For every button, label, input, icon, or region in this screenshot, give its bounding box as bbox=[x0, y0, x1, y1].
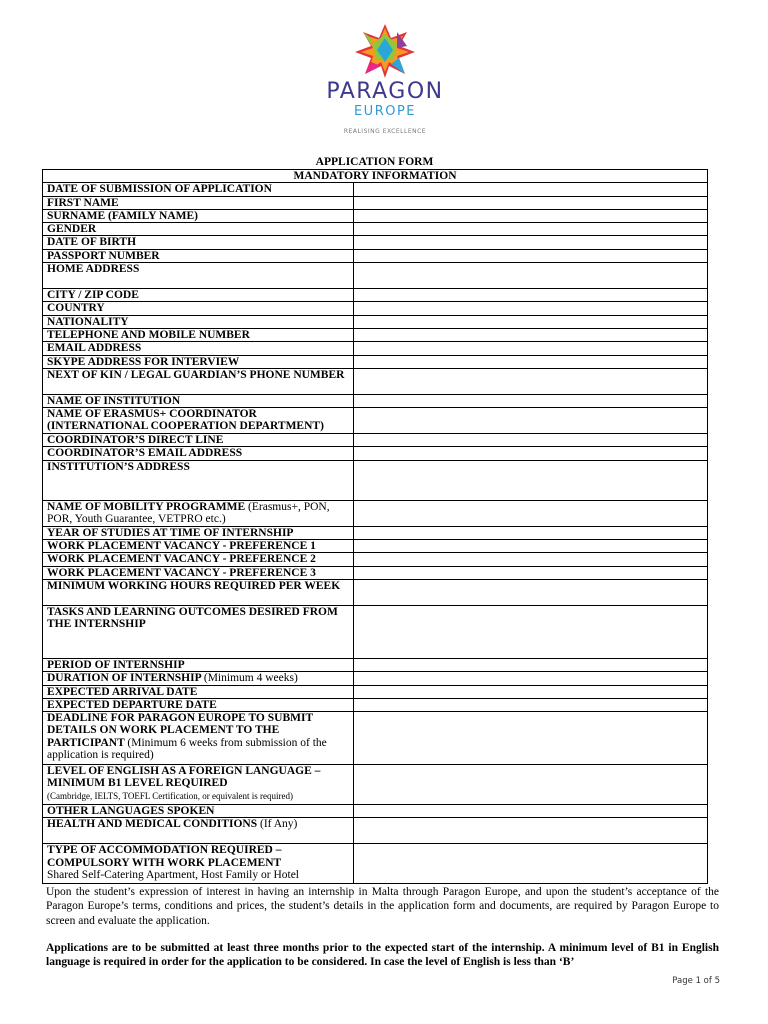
form-row bbox=[43, 658, 708, 671]
section-header: MANDATORY INFORMATION bbox=[43, 170, 708, 183]
form-row bbox=[43, 553, 708, 566]
field-value-input[interactable] bbox=[354, 342, 708, 355]
form-row bbox=[43, 818, 708, 844]
field-label bbox=[43, 553, 354, 566]
field-label bbox=[43, 183, 354, 196]
form-row bbox=[43, 460, 708, 500]
field-label-text: MINIMUM WORKING HOURS REQUIRED PER WEEK bbox=[47, 579, 341, 592]
star-logo-icon bbox=[353, 22, 417, 78]
field-value-input[interactable] bbox=[354, 553, 708, 566]
field-label-text: OTHER LANGUAGES SPOKEN bbox=[47, 805, 215, 818]
form-row bbox=[43, 765, 708, 805]
field-note: Shared Self-Catering Apartment, Host Family or Hotel bbox=[47, 869, 299, 882]
field-label-text: GENDER bbox=[47, 223, 97, 236]
field-value-input[interactable] bbox=[354, 263, 708, 289]
field-label bbox=[43, 605, 354, 658]
field-value-input[interactable] bbox=[354, 236, 708, 249]
field-label-text: SURNAME (FAMILY NAME) bbox=[47, 209, 198, 222]
field-label-text: NAME OF MOBILITY PROGRAMME bbox=[47, 500, 246, 513]
field-value-input[interactable] bbox=[354, 394, 708, 407]
field-label-text: WORK PLACEMENT VACANCY - PREFERENCE 3 bbox=[47, 566, 316, 579]
field-label-text: WORK PLACEMENT VACANCY - PREFERENCE 2 bbox=[47, 553, 316, 566]
field-label bbox=[43, 394, 354, 407]
field-label bbox=[43, 540, 354, 553]
application-form-table bbox=[42, 169, 708, 884]
field-value-input[interactable] bbox=[354, 368, 708, 394]
form-row bbox=[43, 672, 708, 685]
field-label bbox=[43, 844, 354, 884]
field-value-input[interactable] bbox=[354, 209, 708, 222]
field-value-input[interactable] bbox=[354, 315, 708, 328]
field-label-text: COORDINATOR’S DIRECT LINE bbox=[47, 434, 224, 447]
field-label bbox=[43, 566, 354, 579]
field-value-input[interactable] bbox=[354, 249, 708, 262]
field-label bbox=[43, 460, 354, 500]
field-value-input[interactable] bbox=[354, 196, 708, 209]
field-note: (Cambridge, IELTS, TOEFL Certification, or equivalent is required) bbox=[47, 790, 293, 801]
field-label bbox=[43, 447, 354, 460]
field-label bbox=[43, 408, 354, 434]
field-value-input[interactable] bbox=[354, 712, 708, 765]
page-number: Page 1 of 5 bbox=[672, 976, 720, 986]
form-title: APPLICATION FORM bbox=[315, 156, 434, 168]
field-label bbox=[43, 712, 354, 765]
field-label-text: WORK PLACEMENT VACANCY - PREFERENCE 1 bbox=[47, 540, 316, 553]
field-label bbox=[43, 355, 354, 368]
field-value-input[interactable] bbox=[354, 579, 708, 605]
field-label-text: NAME OF ERASMUS+ COORDINATOR (INTERNATIONAL COOPERATION DEPARTMENT) bbox=[47, 408, 324, 433]
field-value-input[interactable] bbox=[354, 672, 708, 685]
form-row bbox=[43, 289, 708, 302]
form-row bbox=[43, 566, 708, 579]
field-label-text: COORDINATOR’S EMAIL ADDRESS bbox=[47, 447, 243, 460]
form-row bbox=[43, 712, 708, 765]
field-label bbox=[43, 302, 354, 315]
field-label-text: NATIONALITY bbox=[47, 315, 129, 328]
field-label bbox=[43, 249, 354, 262]
brand-name: PARAGON bbox=[326, 79, 444, 104]
brand-subname: EUROPE bbox=[353, 104, 417, 119]
field-value-input[interactable] bbox=[354, 302, 708, 315]
field-note: (Minimum 4 weeks) bbox=[203, 672, 298, 685]
form-row bbox=[43, 408, 708, 434]
form-row bbox=[43, 698, 708, 711]
field-label-text: HOME ADDRESS bbox=[47, 263, 140, 276]
field-value-input[interactable] bbox=[354, 447, 708, 460]
field-value-input[interactable] bbox=[354, 223, 708, 236]
field-note: (If Any) bbox=[260, 818, 298, 831]
field-label-text: TELEPHONE AND MOBILE NUMBER bbox=[47, 328, 250, 341]
form-row bbox=[43, 315, 708, 328]
field-value-input[interactable] bbox=[354, 685, 708, 698]
field-value-input[interactable] bbox=[354, 460, 708, 500]
field-label bbox=[43, 500, 354, 526]
field-label bbox=[43, 526, 354, 539]
field-label-text: HEALTH AND MEDICAL CONDITIONS bbox=[47, 818, 258, 831]
field-value-input[interactable] bbox=[354, 566, 708, 579]
field-label-text: CITY / ZIP CODE bbox=[47, 289, 139, 302]
form-row bbox=[43, 368, 708, 394]
form-row bbox=[43, 685, 708, 698]
field-label-text: LEVEL OF ENGLISH AS A FOREIGN LANGUAGE – MINIMUM B1 LEVEL REQUIRED bbox=[47, 765, 321, 790]
field-label bbox=[43, 698, 354, 711]
field-label-text: DATE OF SUBMISSION OF APPLICATION bbox=[47, 183, 272, 196]
field-label-text: TASKS AND LEARNING OUTCOMES DESIRED FROM THE INTERNSHIP bbox=[47, 605, 338, 631]
form-row bbox=[43, 236, 708, 249]
field-label-text: SKYPE ADDRESS FOR INTERVIEW bbox=[47, 355, 240, 368]
field-label bbox=[43, 263, 354, 289]
field-note: (Erasmus+, PON, POR, Youth Guarantee, VETPRO etc.) bbox=[47, 500, 330, 526]
field-value-input[interactable] bbox=[354, 805, 708, 818]
field-label bbox=[43, 342, 354, 355]
form-row bbox=[43, 500, 708, 526]
field-label-text: COUNTRY bbox=[47, 302, 105, 315]
field-label-text: DATE OF BIRTH bbox=[47, 236, 137, 249]
form-row bbox=[43, 263, 708, 289]
field-label bbox=[43, 315, 354, 328]
field-label bbox=[43, 289, 354, 302]
field-label-text: DURATION OF INTERNSHIP bbox=[47, 672, 201, 685]
form-row bbox=[43, 394, 708, 407]
field-value-input[interactable] bbox=[354, 698, 708, 711]
form-row bbox=[43, 249, 708, 262]
form-row bbox=[43, 447, 708, 460]
field-value-input[interactable] bbox=[354, 540, 708, 553]
form-row bbox=[43, 540, 708, 553]
field-label-text: INSTITUTION’S ADDRESS bbox=[47, 460, 190, 473]
field-label-text: TYPE OF ACCOMMODATION REQUIRED – COMPULSORY WITH WORK PLACEMENT bbox=[47, 844, 282, 869]
form-row bbox=[43, 805, 708, 818]
field-value-input[interactable] bbox=[354, 765, 708, 805]
form-row bbox=[43, 605, 708, 658]
field-label bbox=[43, 672, 354, 685]
field-label-text: EXPECTED DEPARTURE DATE bbox=[47, 698, 217, 711]
field-note: (Minimum 6 weeks from submission of the application is required) bbox=[47, 736, 327, 762]
field-label bbox=[43, 209, 354, 222]
form-row bbox=[43, 183, 708, 196]
field-label bbox=[43, 818, 354, 844]
field-label bbox=[43, 685, 354, 698]
field-label-text: PERIOD OF INTERNSHIP bbox=[47, 658, 185, 671]
field-value-input[interactable] bbox=[354, 844, 708, 884]
form-row bbox=[43, 342, 708, 355]
form-row bbox=[43, 328, 708, 341]
field-label bbox=[43, 236, 354, 249]
field-value-input[interactable] bbox=[354, 526, 708, 539]
form-row bbox=[43, 223, 708, 236]
intro-paragraph: Upon the student’s expression of interest in having an internship in Malta through Paragon Europe, and upon the student’s acceptance of the Paragon Europe’s terms, conditions and prices, the student’s details in the application form and documents, are required by Paragon Europe to screen and evaluate the application. bbox=[46, 886, 719, 927]
field-value-input[interactable] bbox=[354, 434, 708, 447]
form-row bbox=[43, 434, 708, 447]
form-row bbox=[43, 209, 708, 222]
field-label bbox=[43, 805, 354, 818]
field-value-input[interactable] bbox=[354, 818, 708, 844]
form-row bbox=[43, 579, 708, 605]
form-row bbox=[43, 355, 708, 368]
field-label bbox=[43, 328, 354, 341]
field-label bbox=[43, 658, 354, 671]
field-label bbox=[43, 223, 354, 236]
requirements-paragraph: Applications are to be submitted at least three months prior to the expected start of the internship. A minimum level of B1 in English language is required in order for the application to be considered. In case the level of English is less than ‘B’ bbox=[46, 942, 719, 969]
field-label-text: NAME OF INSTITUTION bbox=[47, 394, 181, 407]
form-row bbox=[43, 302, 708, 315]
field-value-input[interactable] bbox=[354, 500, 708, 526]
field-label-text: PASSPORT NUMBER bbox=[47, 249, 160, 262]
field-value-input[interactable] bbox=[354, 658, 708, 671]
field-value-input[interactable] bbox=[354, 408, 708, 434]
field-label-text: FIRST NAME bbox=[47, 196, 119, 209]
field-label bbox=[43, 368, 354, 394]
field-label-text: EMAIL ADDRESS bbox=[47, 342, 142, 355]
field-value-input[interactable] bbox=[354, 289, 708, 302]
field-label bbox=[43, 196, 354, 209]
field-value-input[interactable] bbox=[354, 183, 708, 196]
field-value-input[interactable] bbox=[354, 328, 708, 341]
field-label-text: EXPECTED ARRIVAL DATE bbox=[47, 685, 198, 698]
field-label-text: DEADLINE FOR PARAGON EUROPE TO SUBMIT DETAILS ON WORK PLACEMENT TO THE PARTICIPANT bbox=[47, 712, 313, 749]
field-label bbox=[43, 434, 354, 447]
field-label bbox=[43, 765, 354, 805]
field-label-text: YEAR OF STUDIES AT TIME OF INTERNSHIP bbox=[47, 526, 294, 539]
field-value-input[interactable] bbox=[354, 605, 708, 658]
field-label bbox=[43, 579, 354, 605]
form-row bbox=[43, 844, 708, 884]
field-value-input[interactable] bbox=[354, 355, 708, 368]
field-label-text: NEXT OF KIN / LEGAL GUARDIAN’S PHONE NUMBER bbox=[47, 368, 345, 381]
paragon-europe-logo bbox=[310, 22, 460, 150]
form-row bbox=[43, 526, 708, 539]
brand-tagline: REALISING EXCELLENCE bbox=[343, 128, 427, 135]
form-row bbox=[43, 196, 708, 209]
